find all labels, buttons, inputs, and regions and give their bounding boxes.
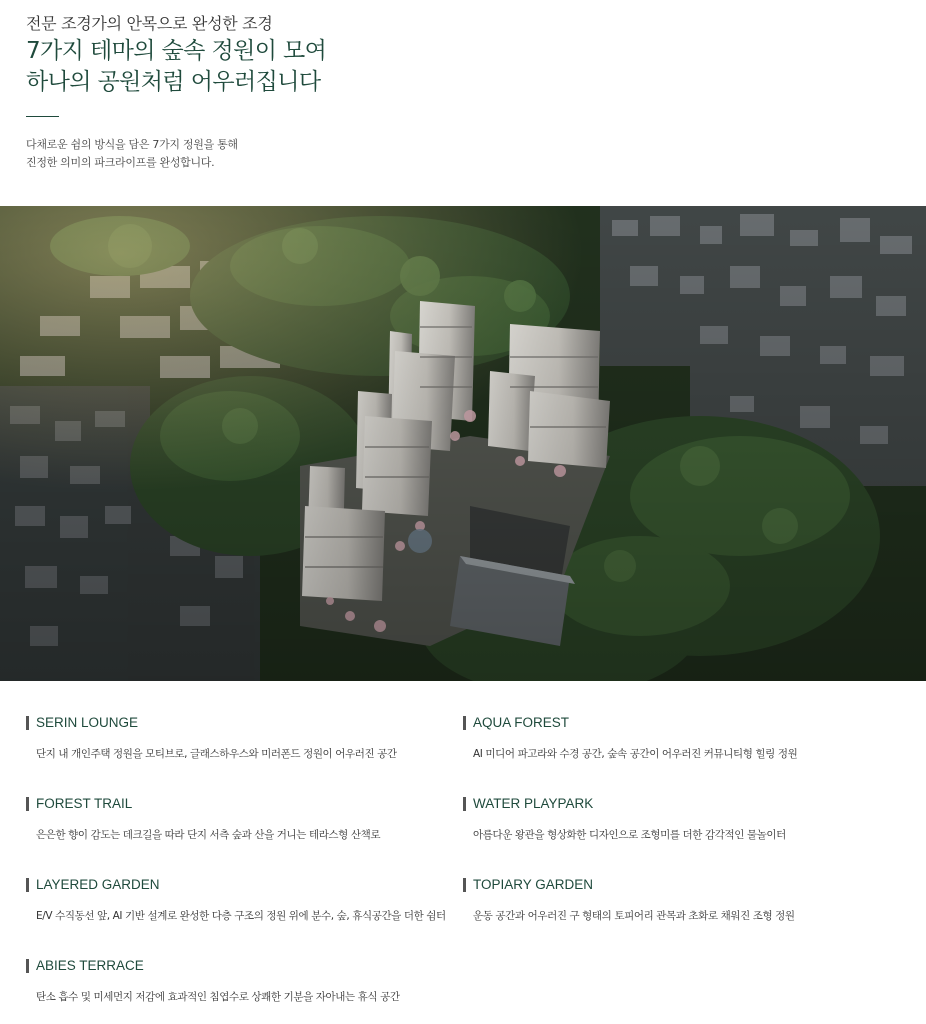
section-description xyxy=(26,136,238,172)
feature-aqua-forest xyxy=(463,700,903,760)
feature-title: WATER PLAYPARK xyxy=(473,796,594,811)
description-line-2: 진정한 의미의 파크라이프를 완성합니다. xyxy=(26,156,215,169)
feature-title: TOPIARY GARDEN xyxy=(473,877,594,892)
feature-title: LAYERED GARDEN xyxy=(36,877,160,892)
feature-marker xyxy=(463,716,466,730)
feature-description: 아름다운 왕관을 형상화한 디자인으로 조형미를 더한 감각적인 물놀이터 xyxy=(473,829,786,841)
aerial-rendering-image xyxy=(0,206,926,681)
headline-line-1: 7가지 테마의 숲속 정원이 모여 xyxy=(26,38,327,64)
feature-title: AQUA FOREST xyxy=(473,715,570,730)
divider-rule xyxy=(26,116,59,117)
feature-description: 은은한 향이 감도는 데크길을 따라 단지 서측 숲과 산을 거니는 테라스형 산책로 xyxy=(36,829,381,841)
garden-feature-list xyxy=(0,700,926,1024)
feature-layered-garden xyxy=(26,862,466,922)
feature-marker xyxy=(26,716,29,730)
feature-description: 탄소 흡수 및 미세먼지 저감에 효과적인 침엽수로 상쾌한 기분을 자아내는 휴식 공간 xyxy=(36,991,400,1003)
feature-serin-lounge xyxy=(26,700,466,760)
feature-marker xyxy=(26,797,29,811)
feature-title: FOREST TRAIL xyxy=(36,796,133,811)
feature-description: AI 미디어 파고라와 수경 공간, 숲속 공간이 어우러진 커뮤니티형 힐링 정원 xyxy=(473,748,798,760)
feature-forest-trail xyxy=(26,781,466,841)
feature-description: E/V 수직동선 앞, AI 기반 설계로 완성한 다층 구조의 정원 위에 분수, 숲, 휴식공간을 더한 쉼터 xyxy=(36,910,446,922)
feature-water-playpark xyxy=(463,781,903,841)
section-headline xyxy=(26,36,326,98)
feature-title: ABIES TERRACE xyxy=(36,958,144,973)
feature-marker xyxy=(463,797,466,811)
feature-description: 단지 내 개인주택 정원을 모티브로, 글래스하우스와 미러폰드 정원이 어우러진 공간 xyxy=(36,748,397,760)
headline-line-2: 하나의 공원처럼 어우러집니다 xyxy=(26,69,321,95)
feature-abies-terrace xyxy=(26,943,466,1003)
feature-description: 운동 공간과 어우러진 구 형태의 토피어리 관목과 초화로 채워진 조형 정원 xyxy=(473,910,795,922)
section-eyebrow: 전문 조경가의 안목으로 완성한 조경 xyxy=(26,14,273,33)
feature-marker xyxy=(463,878,466,892)
description-line-1: 다채로운 쉼의 방식을 담은 7가지 정원을 통해 xyxy=(26,138,238,151)
feature-marker xyxy=(26,878,29,892)
feature-title: SERIN LOUNGE xyxy=(36,715,139,730)
feature-topiary-garden xyxy=(463,862,903,922)
feature-marker xyxy=(26,959,29,973)
